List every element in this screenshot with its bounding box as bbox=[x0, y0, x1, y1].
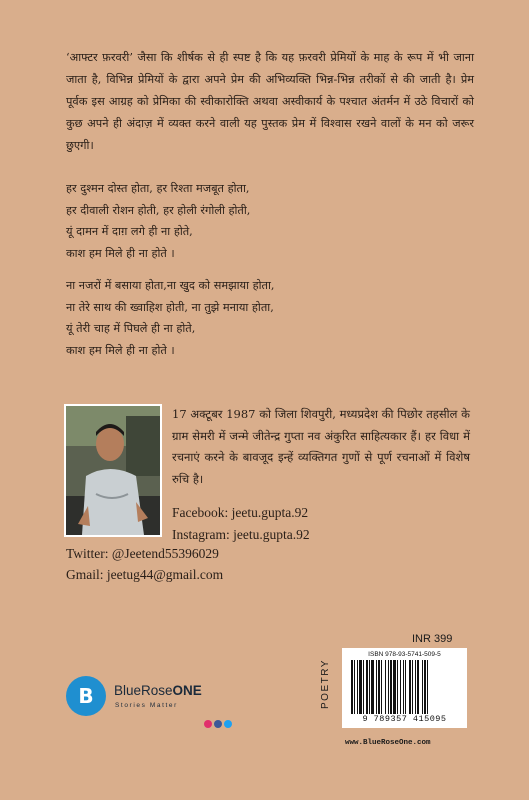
publisher-tagline: Stories Matter bbox=[115, 702, 178, 709]
barcode-bar bbox=[390, 660, 392, 714]
author-photo bbox=[64, 404, 162, 537]
barcode-bar bbox=[427, 660, 428, 714]
gmail-contact: Gmail: jeetug44@gmail.com bbox=[66, 567, 224, 582]
instagram-icon bbox=[204, 720, 212, 728]
barcode-bar bbox=[363, 660, 364, 714]
barcode-bar bbox=[422, 660, 423, 714]
twitter-contact: Twitter: @Jeetend55396029 bbox=[66, 546, 219, 561]
publisher-logo bbox=[66, 676, 256, 728]
barcode-bar bbox=[357, 660, 358, 714]
poem-stanza-1 bbox=[66, 178, 486, 264]
publisher-name-part2: ONE bbox=[172, 683, 202, 698]
barcode-bar bbox=[381, 660, 382, 714]
barcode-bar bbox=[400, 660, 401, 714]
barcode-bar bbox=[424, 660, 426, 714]
publisher-name-part1: BlueRose bbox=[114, 683, 173, 698]
barcode-number: 9 789357 415095 bbox=[362, 714, 447, 724]
publisher-website: www.BlueRoseOne.com bbox=[345, 739, 431, 747]
publisher-social-icons bbox=[204, 713, 244, 723]
barcode-bar bbox=[354, 660, 355, 714]
twitter-icon bbox=[224, 720, 232, 728]
barcode-bar bbox=[378, 660, 380, 714]
barcode-bar bbox=[417, 660, 419, 714]
poem-line: ना नजरों में बसाया होता,ना खुद को समझाया होता, bbox=[66, 279, 275, 292]
poem-line: यूं दामन में दाग़ लगे ही ना होते, bbox=[66, 225, 193, 238]
barcode-bar bbox=[393, 660, 396, 714]
barcode-bar bbox=[403, 660, 404, 714]
author-bio: 17 अक्टूबर 1987 को जिला शिवपुरी, मध्यप्रदेश की पिछोर तहसील के ग्राम सेमरी में जन्मे जीतेन्द्र गुप्ता नव अंकुरित साहित्यकार हैं। हर विधा में रचनाएं करने के बावजूद इन्हें व्यक्तिगत गुणों से पूर्ण रचनाओं में विशेष रुचि है। bbox=[172, 407, 470, 486]
publisher-name bbox=[114, 683, 202, 698]
poem-line: काश हम मिले ही ना होते । bbox=[66, 343, 175, 357]
facebook-contact: Facebook: jeetu.gupta.92 bbox=[172, 505, 309, 520]
barcode-bar bbox=[376, 660, 377, 714]
book-blurb: ‘आफ्टर फ़रवरी’ जैसा कि शीर्षक से ही स्पष्ट है कि यह फ़रवरी प्रेमियों के माह के रूप में भी जाना जाता है, विभिन्न प्रेमियों के द्वारा अपने प्रेम की अभिव्यक्ति भिन्न-भिन्न तरीकों से की जाती है। प्रेम पूर्वक इस आग्रह को प्रेमिका की स्वीकारोक्ति अथवा अस्वीकार्य के पश्चात अंतर्मन में उठे विचारों को कुछ अपने ही अंदाज़ में व्यक्त करने वाली यह पुस्तक प्रेम में विश्वास रखने वालों के मन को जरूर छुएगी। bbox=[66, 51, 474, 152]
publisher-logo-mark: B bbox=[66, 676, 106, 716]
barcode-bar bbox=[412, 660, 413, 714]
poem-line: हर दीवाली रोशन होती, हर होली रंगोली होती, bbox=[66, 203, 251, 217]
poem-stanza-2 bbox=[66, 275, 486, 361]
price-label: INR 399 bbox=[412, 633, 453, 645]
facebook-icon bbox=[214, 720, 222, 728]
barcode-bar bbox=[405, 660, 406, 714]
barcode-bar bbox=[371, 660, 374, 714]
isbn-barcode bbox=[342, 648, 467, 728]
barcode-bar bbox=[388, 660, 389, 714]
genre-label: POETRY bbox=[320, 659, 331, 709]
author-portrait-image bbox=[66, 406, 160, 535]
barcode-bar bbox=[415, 660, 416, 714]
barcode-bar bbox=[351, 660, 353, 714]
barcode-bar bbox=[385, 660, 386, 714]
poem-line: हर दुश्मन दोस्त होता, हर रिश्ता मजबूत होता, bbox=[66, 182, 250, 195]
barcode-bar bbox=[369, 660, 370, 714]
barcode-bars bbox=[350, 660, 460, 714]
poem-line: यूं तेरी चाह में पिघले ही ना होते, bbox=[66, 322, 196, 335]
barcode-bar bbox=[359, 660, 362, 714]
barcode-bar bbox=[366, 660, 368, 714]
barcode-bar bbox=[409, 660, 411, 714]
barcode-bar bbox=[397, 660, 398, 714]
isbn-label: ISBN 978-93-5741-509-5 bbox=[368, 651, 441, 658]
instagram-contact: Instagram: jeetu.gupta.92 bbox=[172, 527, 310, 542]
poem-line: ना तेरे साथ की ख्वाहिश होती, ना तुझे मनाया होता, bbox=[66, 300, 274, 314]
poem-line: काश हम मिले ही ना होते । bbox=[66, 246, 175, 260]
